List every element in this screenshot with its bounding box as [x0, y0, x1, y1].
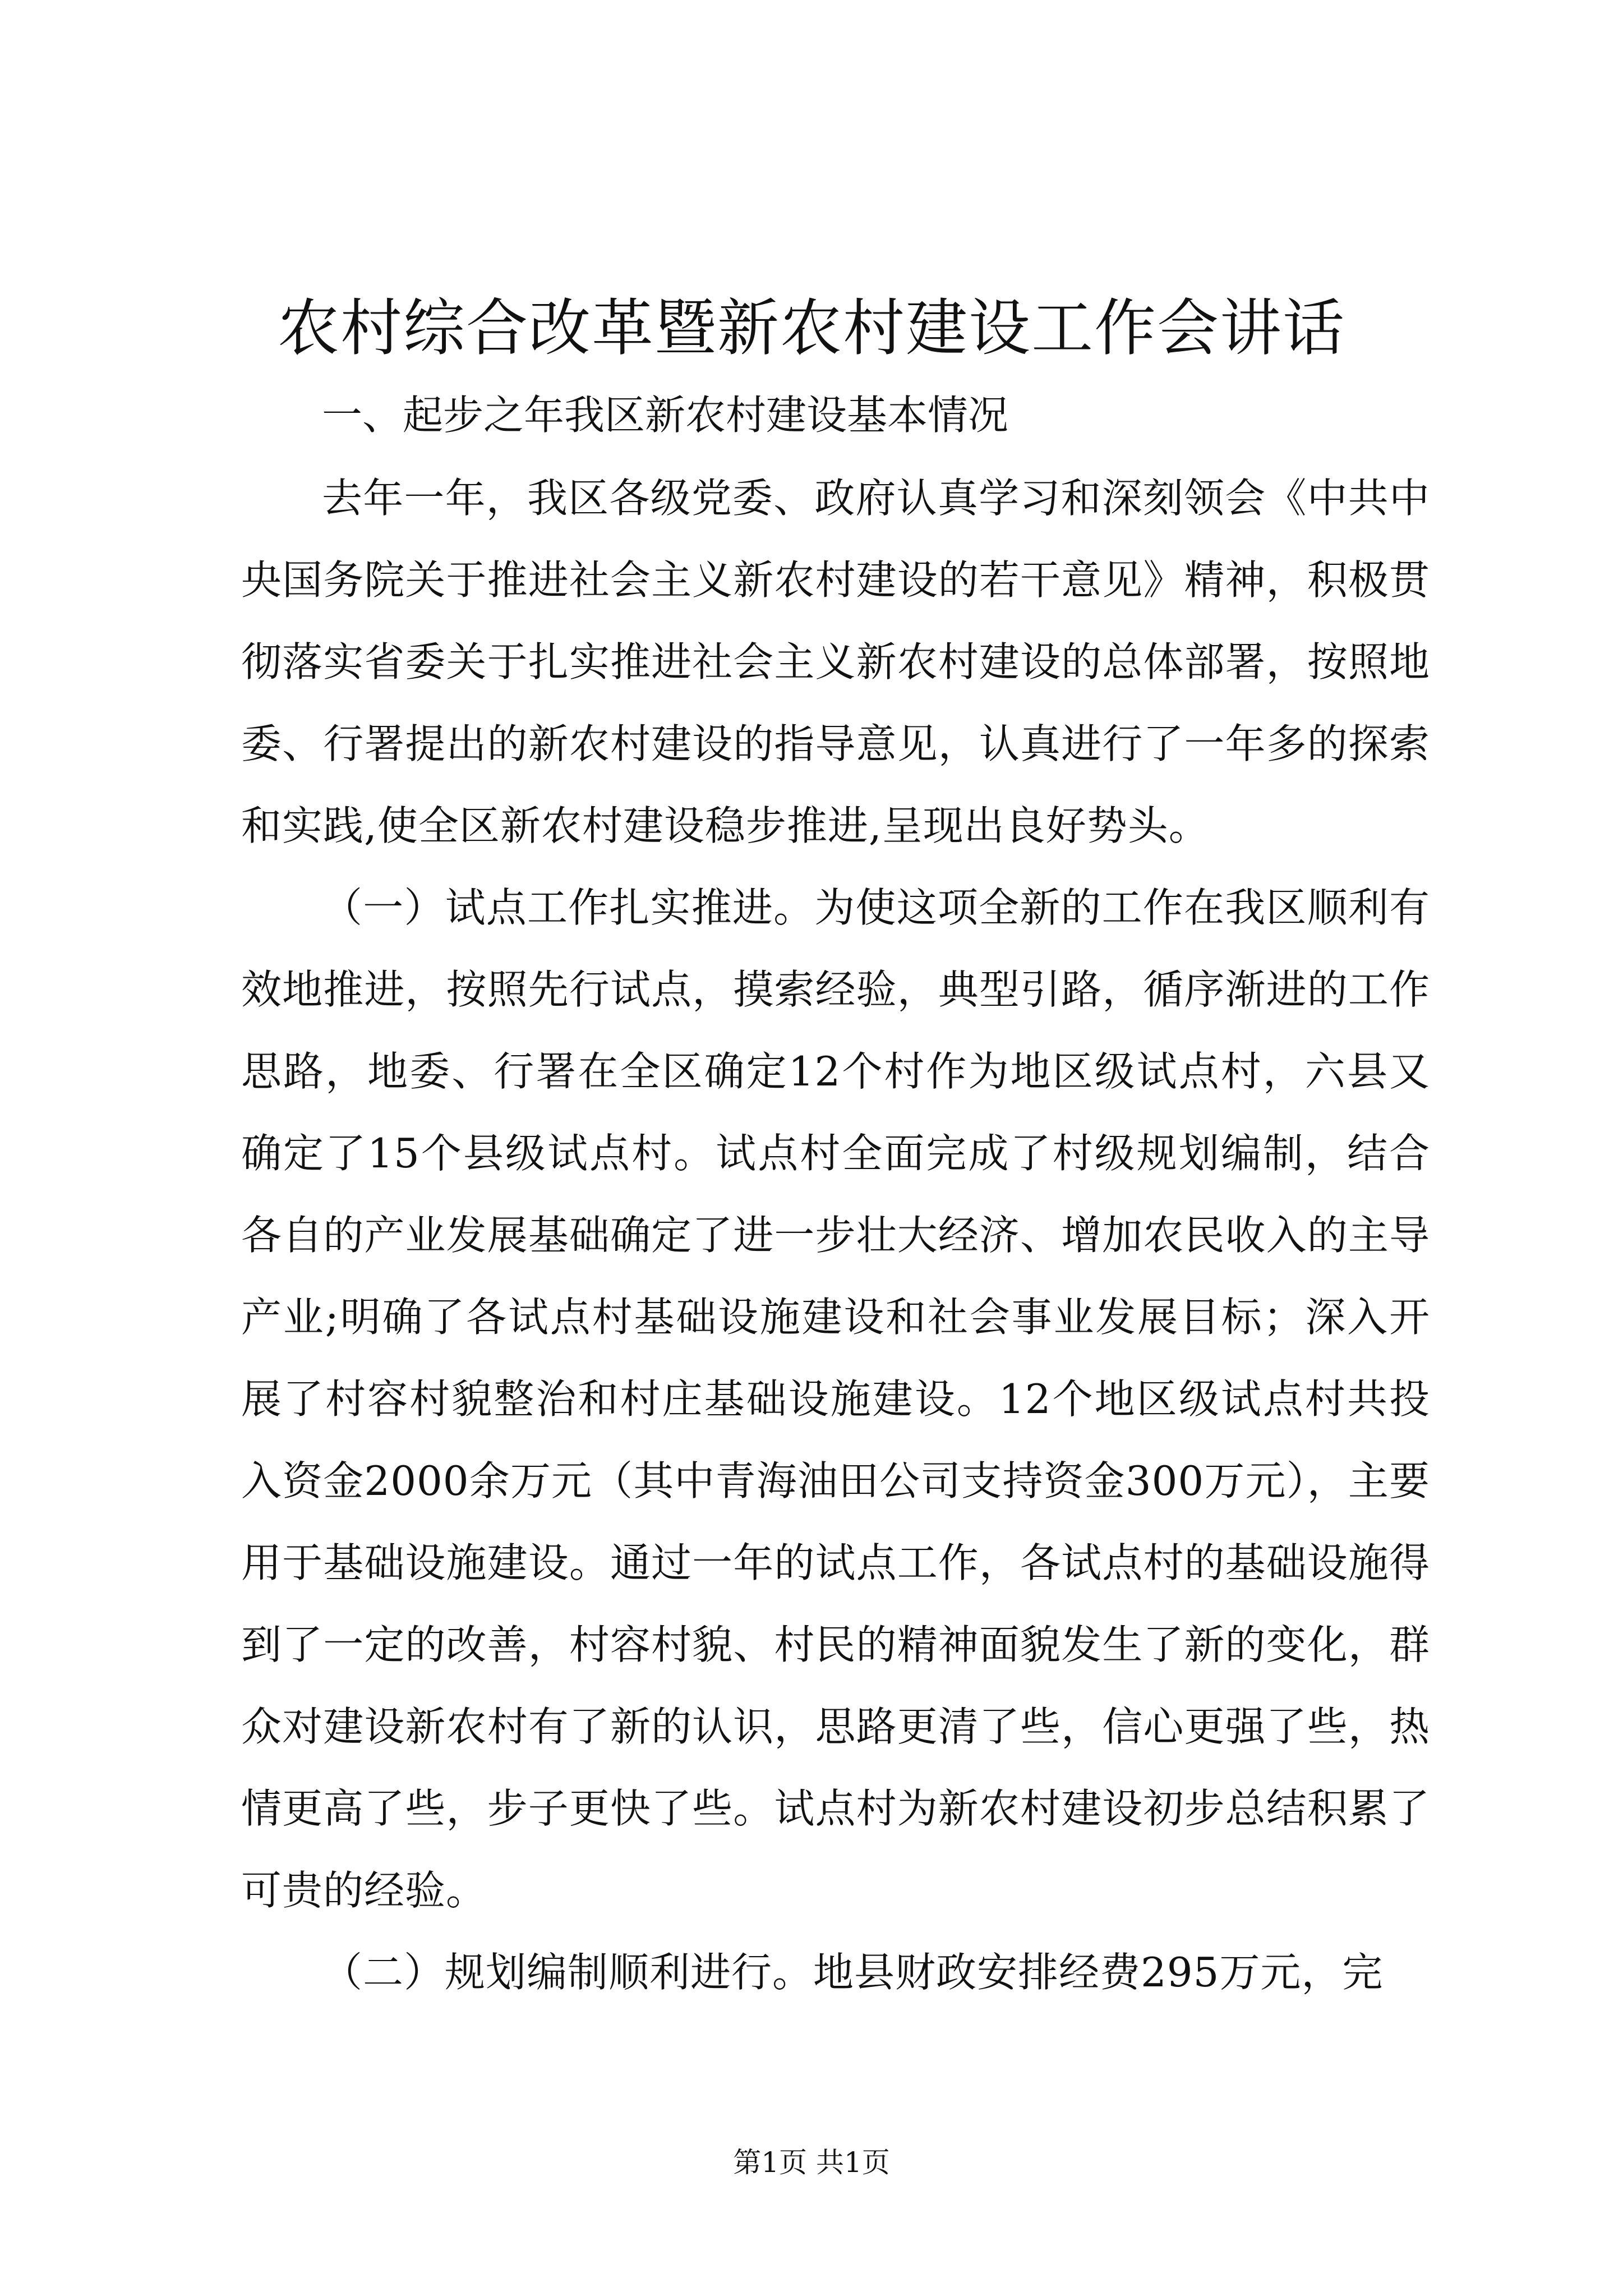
page-number-footer: 第1页 共1页	[733, 2146, 890, 2179]
document-body	[241, 373, 1430, 2013]
paragraph-pilot-work: （一）试点工作扎实推进。为使这项全新的工作在我区顺利有效地推进，按照先行试点，摸索经验，典型引路，循序渐进的工作思路，地委、行署在全区确定12个村作为地区级试点村，六县又确定了15个县级试点村。试点村全面完成了村级规划编制，结合各自的产业发展基础确定了进一步壮大经济、增加农民收入的主导产业;明确了各试点村基础设施建设和社会事业发展目标；深入开展了村容村貌整治和村庄基础设施建设。12个地区级试点村共投入资金2000余万元（其中青海油田公司支持资金300万元），主要用于基础设施建设。通过一年的试点工作，各试点村的基础设施得到了一定的改善，村容村貌、村民的精神面貌发生了新的变化，群众对建设新农村有了新的认识，思路更清了些，信心更强了些，热情更高了些，步子更快了些。试点村为新农村建设初步总结积累了可贵的经验。	[241, 884, 1430, 1914]
paragraph-intro: 去年一年，我区各级党委、政府认真学习和深刻领会《中共中央国务院关于推进社会主义新农村建设的若干意见》精神，积极贯彻落实省委关于扎实推进社会主义新农村建设的总体部署，按照地委、行署提出的新农村建设的指导意见，认真进行了一年多的探索和实践,使全区新农村建设稳步推进,呈现出良好势头。	[241, 475, 1430, 849]
paragraph-planning: （二）规划编制顺利进行。地县财政安排经费295万元，完	[322, 1949, 1384, 1996]
document-title: 农村综合改革暨新农村建设工作会讲话	[278, 292, 1345, 364]
section-heading: 一、起步之年我区新农村建设基本情况	[322, 392, 1009, 439]
